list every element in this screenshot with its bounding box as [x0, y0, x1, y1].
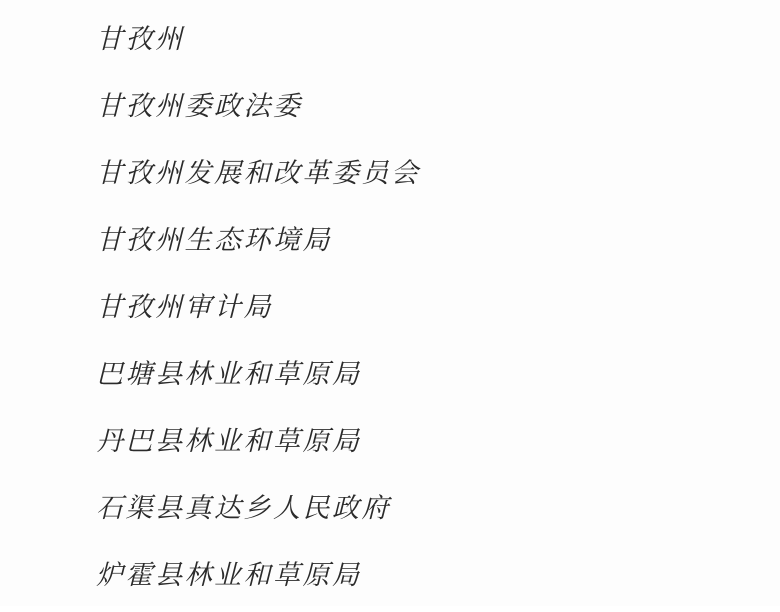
- list-item: [0, 542, 780, 609]
- list-item-label: 甘孜州审计局: [96, 292, 273, 323]
- list-item: [0, 475, 780, 542]
- list-item-label: 巴塘县林业和草原局: [96, 359, 362, 390]
- list-item: [0, 341, 780, 408]
- list-item-label: 炉霍县林业和草原局: [96, 560, 362, 591]
- list-item: [0, 140, 780, 207]
- list-item-label: 甘孜州: [96, 24, 185, 55]
- list-item-label: 石渠县真达乡人民政府: [96, 493, 391, 524]
- list-item-label: 丹巴县林业和草原局: [96, 426, 362, 457]
- list-item: [0, 6, 780, 73]
- list-item-label: 甘孜州发展和改革委员会: [96, 158, 421, 189]
- list-item: [0, 408, 780, 475]
- list-item-label: 甘孜州委政法委: [96, 91, 303, 122]
- list-item: [0, 73, 780, 140]
- organization-name-list: [0, 6, 780, 609]
- list-item: [0, 207, 780, 274]
- list-item: [0, 274, 780, 341]
- list-item-label: 甘孜州生态环境局: [96, 225, 332, 256]
